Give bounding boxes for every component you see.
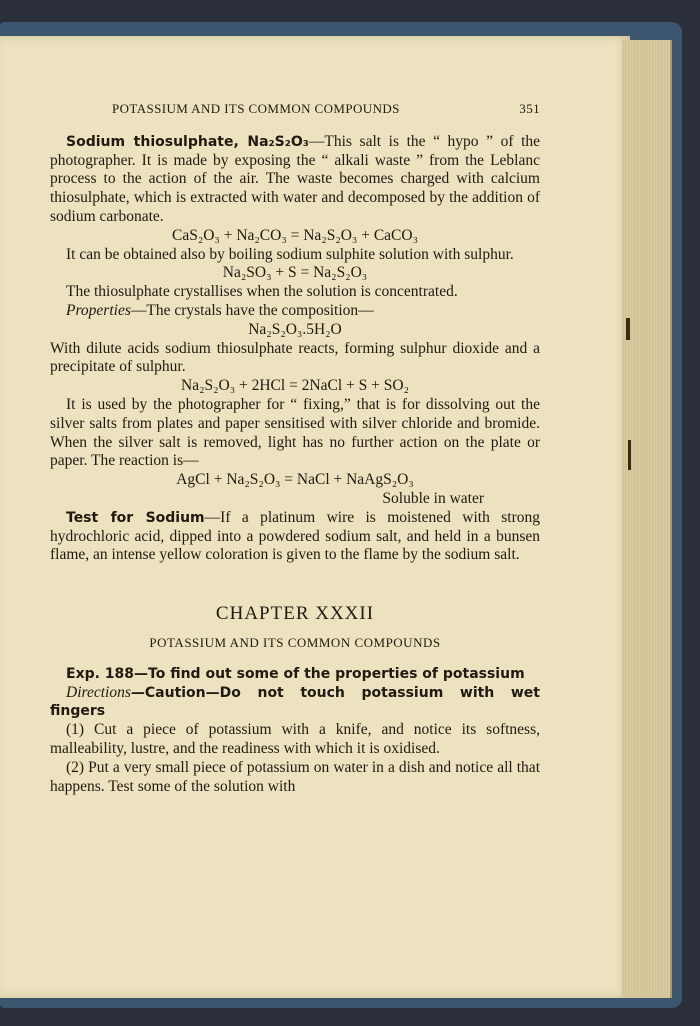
- equation: Na₂S₂O₃.5H₂O: [248, 320, 342, 338]
- page-blemish: [626, 318, 630, 340]
- running-header: [112, 100, 540, 119]
- paragraph: It is used by the photographer for “ fixing,” that is for dissolving out the silver salts from plates and paper sensitised with silver chloride and bromide. When the silver salt is removed, light has no further action on the plate or paper. The reaction is—: [50, 395, 540, 470]
- directions-label: Directions: [66, 683, 131, 701]
- equation: AgCl + Na₂S₂O₃ = NaCl + NaAgS₂O₃: [176, 471, 414, 489]
- paragraph: The thiosulphate crystallises when the solution is concentrated.: [66, 283, 458, 301]
- equation: CaS₂O₃ + Na₂CO₃ = Na₂S₂O₃ + CaCO₃: [172, 226, 418, 244]
- page-content: [50, 100, 540, 796]
- paragraph: With dilute acids sodium thiosulphate reacts, forming sulphur dioxide and a precipitate of sulphur.: [50, 339, 540, 376]
- paragraph: It can be obtained also by boiling sodium sulphite solution with sulphur.: [66, 245, 514, 263]
- equation: Na₂SO₃ + S = Na₂S₂O₃: [222, 264, 368, 282]
- paragraph-text: —If a platinum wire is moistened with strong hydrochloric acid, dipped into a powdered sodium salt, and held in a bunsen flame, an intense yellow coloration is given to the flame by the sodium salt.: [50, 508, 540, 564]
- paragraph-thiosulphate: [50, 133, 540, 227]
- paragraph-properties: [50, 302, 540, 321]
- properties-label: Properties: [66, 301, 131, 319]
- section-heading: Sodium thiosulphate, Na₂S₂O₃: [66, 133, 309, 150]
- running-title: POTASSIUM AND ITS COMMON COMPOUNDS: [112, 101, 400, 116]
- chapter-title: CHAPTER XXXII: [215, 603, 375, 625]
- paragraph-test-sodium: [50, 509, 540, 565]
- experiment-step: (2) Put a very small piece of potassium on water in a dish and notice all that happens. Test some of the solution with: [50, 758, 540, 795]
- paragraph-text: —The crystals have the composition—: [130, 301, 374, 319]
- page-number: 351: [519, 101, 540, 116]
- chapter-subtitle: POTASSIUM AND ITS COMMON COMPOUNDS: [149, 634, 441, 650]
- test-heading: Test for Sodium: [66, 509, 205, 526]
- paragraph-text: —This salt is the “ hypo ” of the photographer. It is made by exposing the “ alkali waste ” from the Leblanc process to the action of the air. The waste becomes charged with calcium thiosulphate, which is extracted with water and decomposed by the addition of sodium carbonate.: [50, 132, 541, 225]
- caution-text: —Caution—Do not touch potassium with wet fingers: [50, 684, 540, 720]
- experiment-heading: Exp. 188—To find out some of the properties of potassium: [66, 665, 525, 682]
- directions: [50, 684, 540, 722]
- experiment-step: (1) Cut a piece of potassium with a knife, and notice its softness, malleability, lustre, and the readiness with which it is oxidised.: [50, 721, 540, 757]
- equation-note: Soluble in water: [382, 489, 484, 507]
- equation: Na₂S₂O₃ + 2HCl = 2NaCl + S + SO₂: [181, 377, 409, 395]
- page-blemish: [628, 440, 631, 470]
- page-edges: [622, 40, 672, 998]
